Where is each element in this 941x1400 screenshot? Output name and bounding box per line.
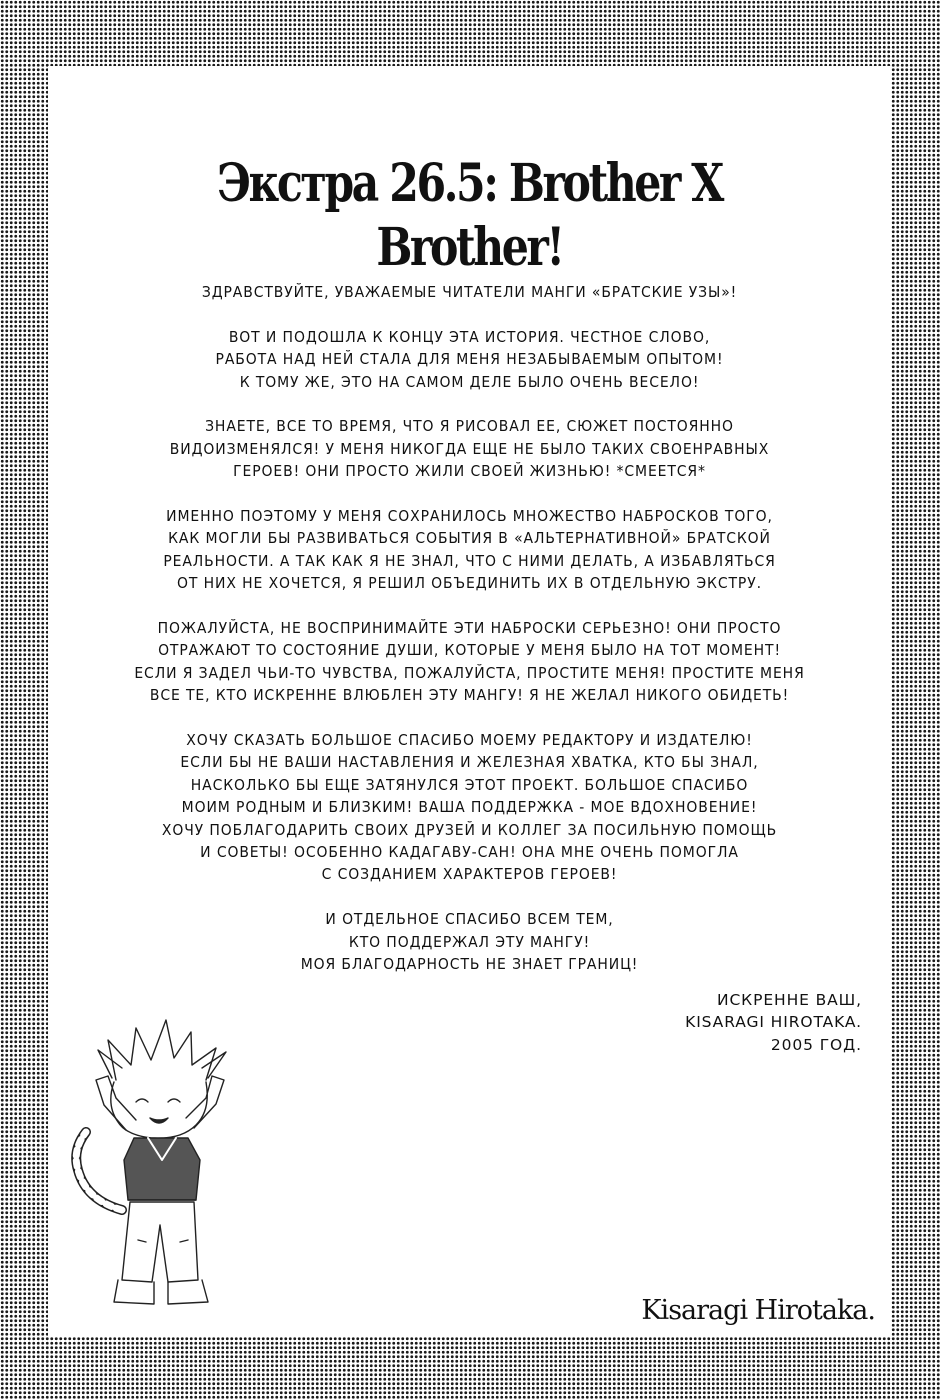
text-line: КАК МОГЛИ БЫ РАЗВИВАТЬСЯ СОБЫТИЯ В «АЛЬТЕРНАТИВНОЙ» БРАТСКОЙ [168, 529, 771, 548]
signoff-line: 2005 ГОД. [770, 1035, 862, 1054]
text-line: КТО ПОДДЕРЖАЛ ЭТУ МАНГУ! [348, 932, 591, 951]
paragraph [68, 908, 871, 975]
text-line: С СОЗДАНИЕМ ХАРАКТЕРОВ ГЕРОЕВ! [321, 865, 618, 884]
text-line: МОИМ РОДНЫМ И БЛИЗКИМ! ВАША ПОДДЕРЖКА - МОЕ ВДОХНОВЕНИЕ! [181, 798, 758, 817]
paragraph [68, 617, 871, 707]
text-line: ВОТ И ПОДОШЛА К КОНЦУ ЭТА ИСТОРИЯ. ЧЕСТНОЕ СЛОВО, [228, 327, 711, 346]
text-line: ЗНАЕТЕ, ВСЕ ТО ВРЕМЯ, ЧТО Я РИСОВАЛ ЕЕ, СЮЖЕТ ПОСТОЯННО [205, 417, 734, 436]
text-line: НАСКОЛЬКО БЫ ЕЩЕ ЗАТЯНУЛСЯ ЭТОТ ПРОЕКТ. БОЛЬШОЕ СПАСИБО [190, 775, 749, 794]
text-line: РАБОТА НАД НЕЙ СТАЛА ДЛЯ МЕНЯ НЕЗАБЫВАЕМЫМ ОПЫТОМ! [215, 350, 724, 369]
paragraph [68, 415, 871, 482]
manga-afterword-page [48, 66, 891, 1336]
text-line: ВИДОИЗМЕНЯЛСЯ! У МЕНЯ НИКОГДА ЕЩЕ НЕ БЫЛО ТАКИХ СВОЕНРАВНЫХ [169, 439, 770, 458]
author-signature: Kisaragi Hirotaka. [641, 1295, 875, 1326]
text-line: ХОЧУ СКАЗАТЬ БОЛЬШОЕ СПАСИБО МОЕМУ РЕДАКТОРУ И ИЗДАТЕЛЮ! [186, 731, 753, 750]
paragraph [68, 326, 871, 393]
text-line: ХОЧУ ПОБЛАГОДАРИТЬ СВОИХ ДРУЗЕЙ И КОЛЛЕГ ЗА ПОСИЛЬНУЮ ПОМОЩЬ [161, 820, 778, 839]
signoff-line: KISARAGI HIROTAKA. [685, 1013, 862, 1032]
text-line: МОЯ БЛАГОДАРНОСТЬ НЕ ЗНАЕТ ГРАНИЦ! [300, 955, 639, 974]
text-line: ГЕРОЕВ! ОНИ ПРОСТО ЖИЛИ СВОЕЙ ЖИЗНЬЮ! *СМЕЕТСЯ* [233, 462, 706, 481]
text-line: ОТРАЖАЮТ ТО СОСТОЯНИЕ ДУШИ, КОТОРЫЕ У МЕНЯ БЫЛО НА ТОТ МОМЕНТ! [158, 641, 781, 660]
text-line: ВСЕ ТЕ, КТО ИСКРЕННЕ ВЛЮБЛЕН ЭТУ МАНГУ! Я НЕ ЖЕЛАЛ НИКОГО ОБИДЕТЬ! [149, 686, 790, 705]
text-line: РЕАЛЬНОСТИ. А ТАК КАК Я НЕ ЗНАЛ, ЧТО С НИМИ ДЕЛАТЬ, А ИЗБАВЛЯТЬСЯ [163, 551, 776, 570]
text-line: ЕСЛИ Я ЗАДЕЛ ЧЬИ-ТО ЧУВСТВА, ПОЖАЛУЙСТА, ПРОСТИТЕ МЕНЯ! ПРОСТИТЕ МЕНЯ [134, 663, 805, 682]
text-line: ЕСЛИ БЫ НЕ ВАШИ НАСТАВЛЕНИЯ И ЖЕЛЕЗНАЯ ХВАТКА, КТО БЫ ЗНАЛ, [180, 753, 759, 772]
signoff [685, 989, 862, 1056]
page-title: Экстра 26.5: Brother X Brother! [217, 153, 722, 278]
text-line: И ОТДЕЛЬНОЕ СПАСИБО ВСЕМ ТЕМ, [325, 910, 614, 929]
text-line: ЗДРАВСТВУЙТЕ, УВАЖАЕМЫЕ ЧИТАТЕЛИ МАНГИ «БРАТСКИЕ УЗЫ»! [201, 283, 738, 301]
text-line: ОТ НИХ НЕ ХОЧЕТСЯ, Я РЕШИЛ ОБЪЕДИНИТЬ ИХ В ОТДЕЛЬНУЮ ЭКСТРУ. [177, 574, 762, 593]
paragraph [68, 729, 871, 886]
paragraph [68, 281, 871, 303]
chibi-character-illustration [56, 1010, 306, 1330]
text-line: ИМЕННО ПОЭТОМУ У МЕНЯ СОХРАНИЛОСЬ МНОЖЕСТВО НАБРОСКОВ ТОГО, [166, 507, 773, 526]
text-line: И СОВЕТЫ! ОСОБЕННО КАДАГАВУ-САН! ОНА МНЕ ОЧЕНЬ ПОМОГЛА [200, 843, 739, 862]
text-line: ПОЖАЛУЙСТА, НЕ ВОСПРИНИМАЙТЕ ЭТИ НАБРОСКИ СЕРЬЕЗНО! ОНИ ПРОСТО [157, 619, 782, 638]
text-line: К ТОМУ ЖЕ, ЭТО НА САМОМ ДЕЛЕ БЫЛО ОЧЕНЬ ВЕСЕЛО! [239, 372, 700, 391]
signoff-line: ИСКРЕННЕ ВАШ, [716, 991, 862, 1009]
paragraph [68, 505, 871, 595]
afterword-body [68, 281, 871, 998]
